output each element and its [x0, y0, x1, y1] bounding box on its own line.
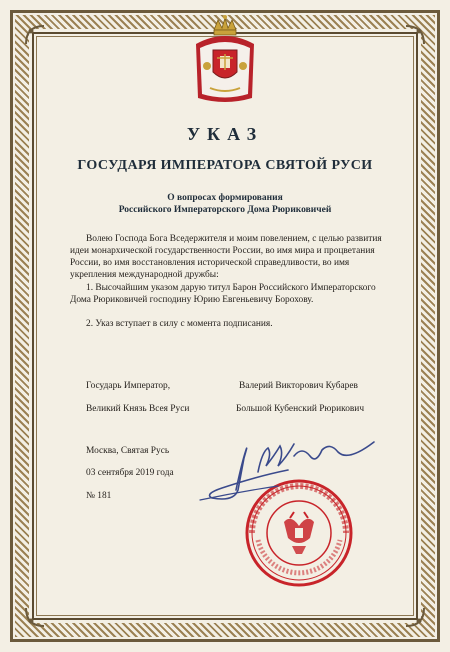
decree-topic	[0, 192, 450, 216]
imperial-coat-of-arms-icon	[190, 14, 260, 106]
issue-date: 03 сентября 2019 года	[86, 468, 174, 478]
corner-ornament-icon	[404, 606, 426, 628]
corner-ornament-icon	[24, 606, 46, 628]
decree-heading: УКАЗ	[186, 124, 264, 144]
issue-place: Москва, Святая Русь	[86, 446, 170, 456]
topic-line-1: О вопросах формирования	[167, 193, 283, 203]
decree-clause-2: 2. Указ вступает в силу с момента подписания.	[86, 319, 273, 329]
decree-preamble: Волею Господа Бога Вседержителя и моим повелением, с целью развития идеи монархической государственности России, во имя мира и процветания России, во имя восстановления исторической справедливости, во имя укрепления международной дружбы:	[70, 234, 382, 280]
topic-line-2: Российского Императорского Дома Рюриковичей	[118, 205, 332, 215]
decree-clause-1: 1. Высочайшим указом дарую титул Барон Российского Императорского Дома Рюриковичей господину Юрию Евгеньевичу Борохову.	[70, 283, 376, 305]
emperor-subtitle: Великий Князь Всея Руси	[86, 404, 190, 414]
corner-ornament-icon	[24, 24, 46, 46]
corner-ornament-icon	[404, 24, 426, 46]
signatory-name: Валерий Викторович Кубарев	[239, 381, 358, 391]
handwritten-signature-icon	[198, 432, 388, 512]
decree-subheading: ГОСУДАРЯ ИМПЕРАТОРА СВЯТОЙ РУСИ	[77, 158, 373, 173]
decree-number: № 181	[86, 491, 112, 501]
emperor-title: Государь Император,	[86, 381, 171, 391]
signatory-title: Большой Кубенский Рюрикович	[236, 404, 365, 414]
